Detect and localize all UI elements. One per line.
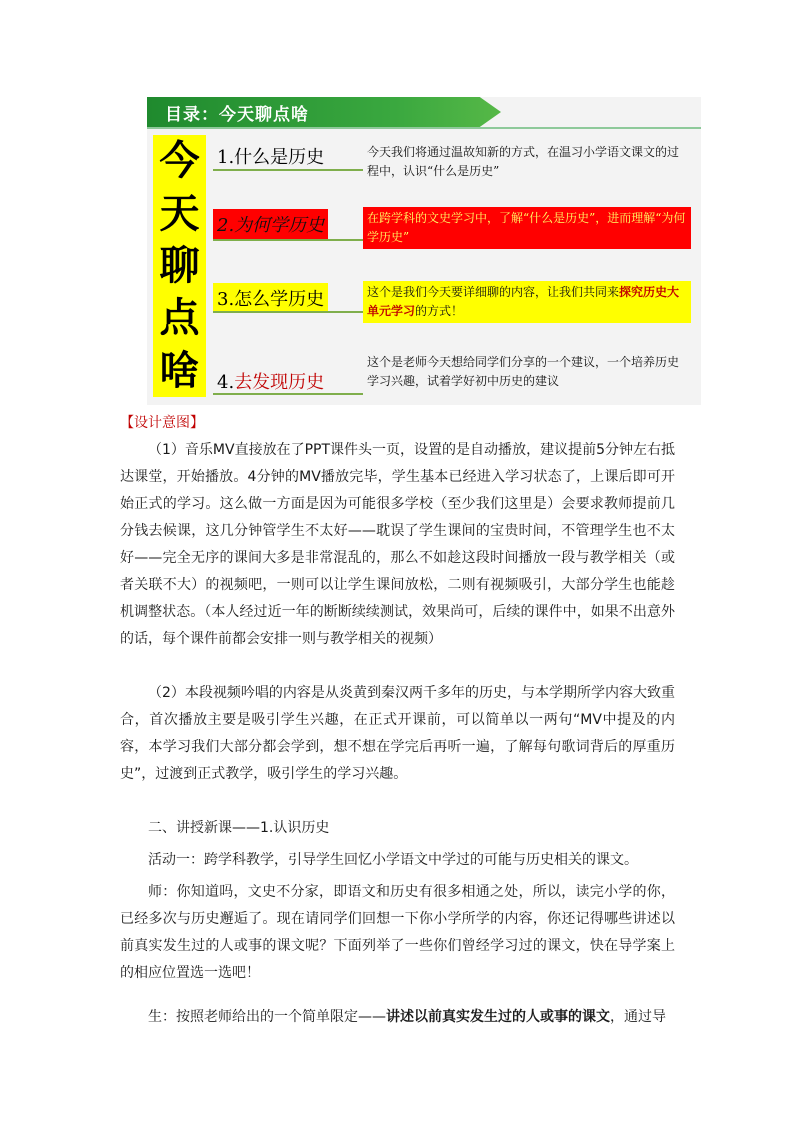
slide-item-1-desc: 今天我们将通过温故知新的方式，在温习小学语文课文的过程中，认识“什么是历史” bbox=[367, 145, 680, 178]
big-title-char: 聊 bbox=[159, 241, 200, 289]
slide-item-3-desc-c: 的方式！ bbox=[415, 304, 464, 318]
slide-item-2-title: 2.为何学历史 bbox=[213, 209, 328, 239]
slide-item-divider bbox=[213, 393, 363, 395]
big-title-char: 点 bbox=[159, 294, 200, 342]
activity-text: 活动一：跨学科教学，引导学生回忆小学语文中学过的可能与历史相关的课文。 bbox=[148, 852, 638, 868]
big-title-char: 今 bbox=[159, 137, 200, 185]
activity-line bbox=[120, 847, 675, 874]
design-intent-label bbox=[120, 410, 675, 437]
slide-item-divider bbox=[213, 239, 363, 241]
big-title-char: 啥 bbox=[159, 346, 200, 394]
slide-item-2-desc: 在跨学科的文史学习中，了解“什么是历史”，进而理解“为何学历史” bbox=[363, 207, 691, 249]
teacher-text: 师：你知道吗，文史不分家，即语文和历史有很多相通之处，所以，读完小学的你，已经多次与历史邂逅了。现在请同学们回想一下你小学所学的内容，你还记得哪些讲述以前真实发生过的人或事的课文呢？下面列举了一些你们曾经学习过的课文，快在导学案上的相应位置选一选吧！ bbox=[120, 884, 675, 981]
section-heading bbox=[120, 815, 675, 842]
slide-banner-underline bbox=[147, 127, 701, 129]
student-text bbox=[120, 1004, 675, 1031]
slide-banner-title: 目录：今天聊点啥 bbox=[165, 105, 309, 125]
slide-item-4-title-prefix: 4. bbox=[217, 372, 235, 393]
slide-big-title bbox=[153, 135, 206, 397]
paragraph-1-text: （1）音乐MV直接放在了PPT课件头一页，设置的是自动播放，建议提前5分钟左右抵达课堂，开始播放。4分钟的MV播放完毕，学生基本已经进入学习状态了，上课后即可开始正式的学习。这么做一方面是因为可能很多学校（至少我们这里是）会要求教师提前几分钱去候课，这几分钟管学生不太好——耽误了学生课间的宝贵时间，不管理学生也不太好——完全无序的课间大多是非常混乱的，那么不如趁这段时间播放一段与教学相关（或者关联不大）的视频吧，一则可以让学生课间放松，二则有视频吸引，大部分学生也能趁机调整状态。（本人经过近一年的断断续续测试，效果尚可，后续的课件中，如果不出意外的话，每个课件前都会安排一则与教学相关的视频） bbox=[120, 442, 675, 647]
slide-item-3-title: 3.怎么学历史 bbox=[213, 283, 328, 313]
slide-item-4-title-accent: 去发现历史 bbox=[234, 372, 325, 393]
slide-image bbox=[147, 97, 701, 405]
student-text-c: ，通过导 bbox=[610, 1009, 666, 1025]
slide-item-4-desc: 这个是老师今天想给同学们分享的一个建议，一个培养历史学习兴趣，试着学好初中历史的建议 bbox=[367, 355, 680, 388]
student-paragraph bbox=[120, 1004, 675, 1031]
student-text-a: 生：按照老师给出的一个简单限定—— bbox=[148, 1009, 386, 1025]
section-heading-text: 二、讲授新课——1.认识历史 bbox=[148, 820, 330, 836]
slide-item-3-desc bbox=[363, 281, 691, 323]
paragraph-2-text: （2）本段视频吟唱的内容是从炎黄到秦汉两千多年的历史，与本学期所学内容大致重合，首次播放主要是吸引学生兴趣，在正式开课前，可以简单以一两句“MV中提及的内容，本学习我们大部分都会学到，想不想在学完后再听一遍，了解每句歌词背后的厚重历史”，过渡到正式教学，吸引学生的学习兴趣。 bbox=[120, 685, 675, 782]
slide-item-3-desc-highlight: 探究历史大单元学习 bbox=[367, 285, 680, 318]
slide-item-divider bbox=[213, 169, 363, 171]
paragraph-2 bbox=[120, 680, 675, 788]
slide-item-4-title bbox=[213, 366, 328, 396]
design-intent-label-text: 【设计意图】 bbox=[120, 415, 204, 431]
slide-item-1-title: 1.什么是历史 bbox=[217, 147, 325, 168]
teacher-paragraph bbox=[120, 879, 675, 987]
slide-item-divider bbox=[213, 311, 363, 313]
slide-item-3-desc-a: 这个是我们今天要详细聊的内容，让我们共同来 bbox=[367, 285, 620, 299]
big-title-char: 天 bbox=[159, 189, 200, 237]
paragraph-1 bbox=[120, 437, 675, 653]
student-text-bold: 讲述以前真实发生过的人或事的课文 bbox=[386, 1009, 610, 1025]
